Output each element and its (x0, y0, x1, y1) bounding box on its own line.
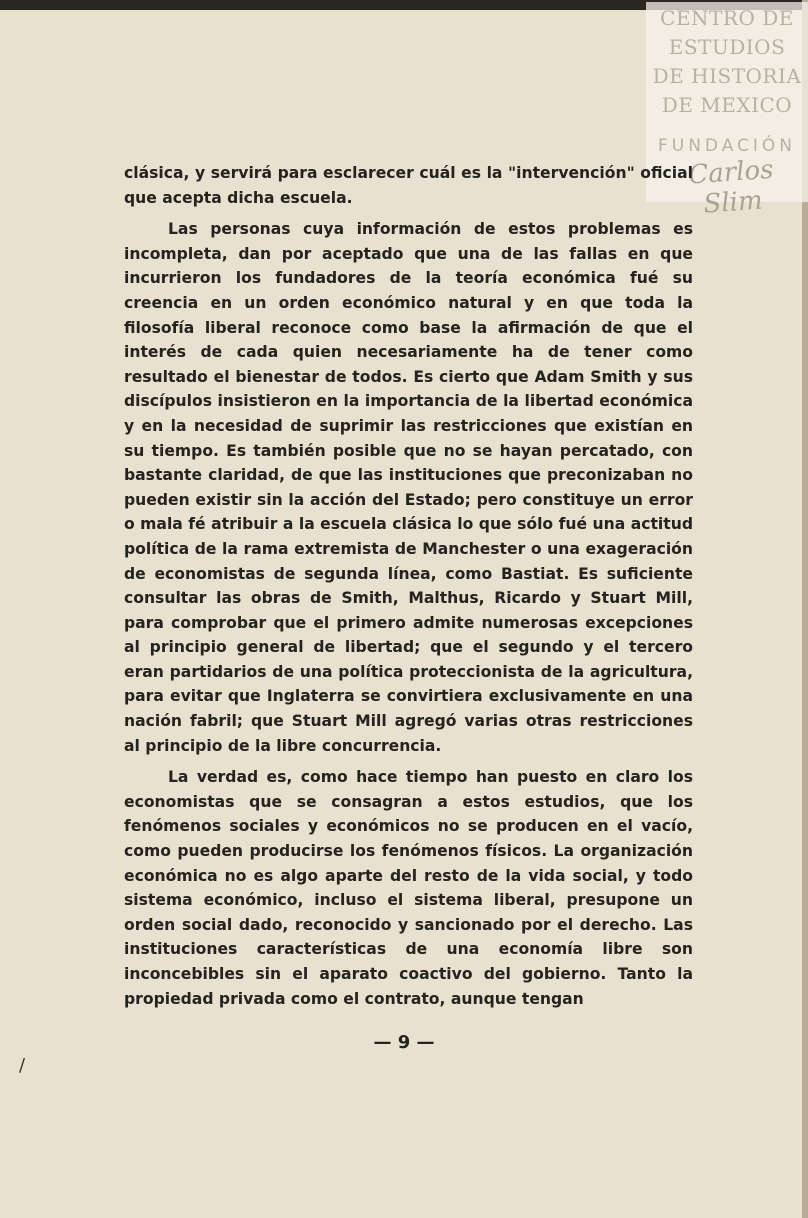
paragraph: La verdad es, como hace tiempo han puesto en claro los economistas que se consagran a estos estudios, que los fenómenos sociales y económicos no se producen en el vacío, como pueden producirse los fenómenos físicos. La organización económica no es algo aparte del resto de la vida social, y todo sistema económico, incluso el sistema liberal, presupone un orden social dado, reconocido y sancionado por el derecho. Las instituciones características de una economía libre son inconcebibles sin el aparato coactivo del gobierno. Tanto la propiedad privada como el contrato, aunque tengan (124, 768, 693, 1008)
page-number: — 9 — (373, 1032, 435, 1053)
watermark-line: ESTUDIOS (668, 35, 786, 59)
watermark-line: CENTRO DE (660, 6, 794, 30)
watermark-line: DE MEXICO (661, 93, 793, 117)
paragraph-continuation: clásica, y servirá para esclarecer cuál es la "intervención" oficial que acepta dicha escuela. (124, 164, 693, 207)
watermark-foundation: FUNDACIÓN (657, 136, 797, 156)
body-text (124, 161, 693, 1011)
watermark-line: DE HISTORIA (652, 64, 802, 88)
margin-mark: / (19, 1055, 26, 1076)
paragraph: Las personas cuya información de estos problemas es incompleta, dan por aceptado que una de las fallas en que incurrieron los fundadores de la teoría económica fué su creencia en un orden económico natural y en que toda la filosofía liberal reconoce como base la afirmación de que el interés de cada quien necesariamente ha de tener como resultado el bienestar de todos. Es cierto que Adam Smith y sus discípulos insistieron en la importancia de la libertad económica y en la necesidad de suprimir las restricciones que existían en su tiempo. Es también posible que no se hayan percatado, con bastante claridad, de que las instituciones que preconizaban no pueden existir sin la acción del Estado; pero constituye un error o mala fé atribuir a la escuela clásica lo que sólo fué una actitud política de la rama extremista de Manchester o una exageración de economistas de segunda línea, como Bastiat. Es suficiente consultar las obras de Smith, Malthus, Ricardo y Stuart Mill, para comprobar que el primero admite numerosas excepciones al principio general de libertad; que el segundo y el tercero eran partidarios de una política proteccionista de la agricultura, para evitar que Inglaterra se convirtiera exclusivamente en una nación fabril; que Stuart Mill agregó varias otras restricciones al principio de la libre concurrencia. (124, 220, 693, 755)
watermark-signature: Carlos Slim (687, 154, 775, 220)
